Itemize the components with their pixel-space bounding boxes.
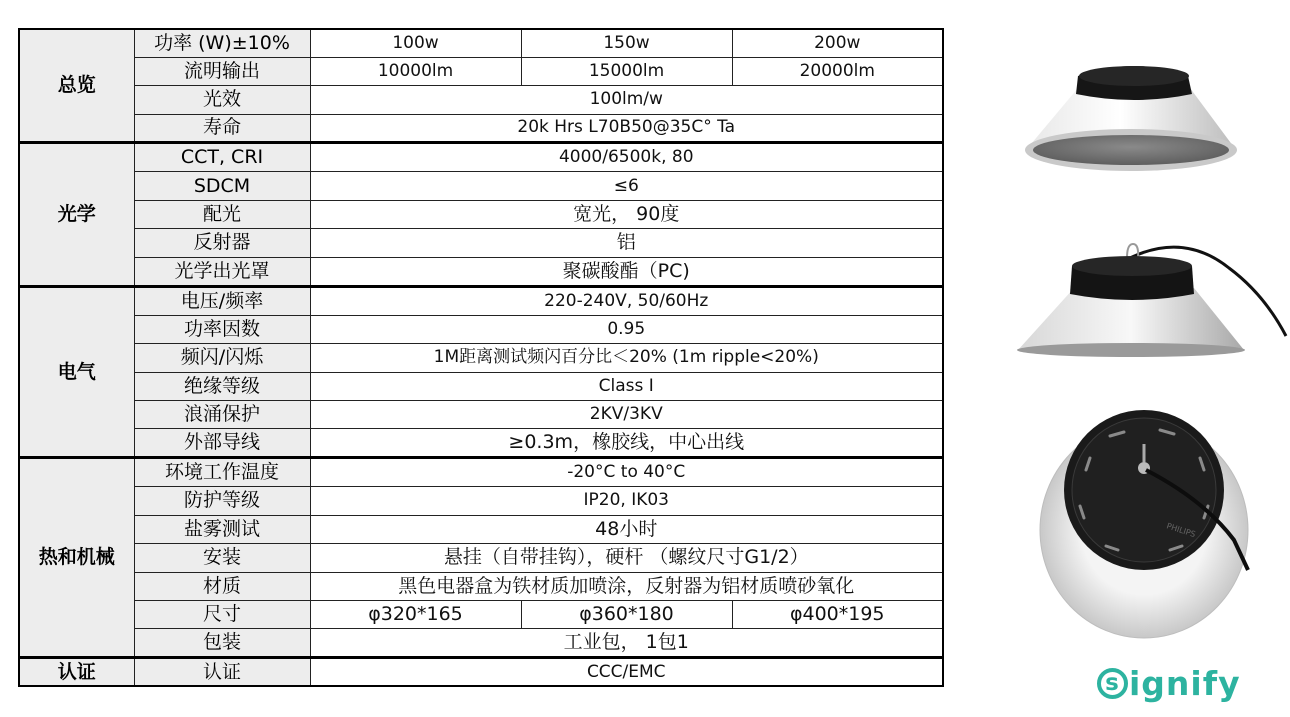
spec-row [19,543,943,572]
row-label: 流明输出 [134,57,310,85]
spec-row [19,143,943,172]
row-label: 光学出光罩 [134,257,310,286]
cell-value: φ360*180 [521,601,732,629]
spec-row [19,601,943,629]
spec-row [19,458,943,486]
cell-value: 20000lm [732,57,943,85]
spec-row [19,486,943,515]
row-label: 寿命 [134,114,310,142]
row-label: 认证 [134,658,310,686]
spec-row [19,229,943,257]
spec-row [19,515,943,543]
cell-value: 聚碳酸酯（PC) [310,257,943,286]
cell-value: 15000lm [521,57,732,85]
spec-row [19,429,943,458]
cell-value: 48小时 [310,515,943,543]
cell-value: 黑色电器盒为铁材质加喷涂，反射器为铝材质喷砂氧化 [310,572,943,600]
logo-mark: s [1097,668,1128,699]
row-label: SDCM [134,172,310,201]
row-label: 功率 (W)±10% [134,29,310,57]
cell-value: ≥0.3m，橡胶线，中心出线 [310,429,943,458]
lamp-front-view [1020,58,1242,176]
row-label: 外部导线 [134,429,310,458]
spec-row [19,172,943,201]
row-label: 包装 [134,629,310,658]
cell-value: 0.95 [310,315,943,343]
cell-value: 10000lm [310,57,521,85]
cell-value: 铝 [310,229,943,257]
cell-value: 悬挂（自带挂钩），硬杆 （螺纹尺寸G1/2） [310,543,943,572]
row-label: 浪涌保护 [134,401,310,429]
row-label: 频闪/闪烁 [134,343,310,372]
row-label: 安装 [134,543,310,572]
row-label: 材质 [134,572,310,600]
cell-value: φ320*165 [310,601,521,629]
cell-value: 100w [310,29,521,57]
cell-value: 2KV/3KV [310,401,943,429]
spec-row [19,286,943,315]
cell-value: 20k Hrs L70B50@35C° Ta [310,114,943,142]
cell-value: IP20, IK03 [310,486,943,515]
row-label: 盐雾测试 [134,515,310,543]
spec-row [19,629,943,658]
cell-value: 1M距离测试频闪百分比＜20% (1m ripple<20%) [310,343,943,372]
cell-value: φ400*195 [732,601,943,629]
row-label: 光效 [134,85,310,114]
row-label: 电压/频率 [134,286,310,315]
row-label: 绝缘等级 [134,373,310,401]
cell-value: 220-240V, 50/60Hz [310,286,943,315]
cell-value: 150w [521,29,732,57]
signify-logo [1097,664,1241,703]
cell-value: 宽光， 90度 [310,201,943,229]
category-optics: 光学 [19,143,134,287]
row-label: 环境工作温度 [134,458,310,486]
cell-value: CCC/EMC [310,658,943,686]
cell-value: 工业包， 1包1 [310,629,943,658]
spec-row [19,343,943,372]
spec-row [19,373,943,401]
row-label: 配光 [134,201,310,229]
row-label: 防护等级 [134,486,310,515]
spec-row [19,114,943,142]
category-overview: 总览 [19,29,134,143]
cell-value: ≤6 [310,172,943,201]
spec-row [19,658,943,686]
row-label: 尺寸 [134,601,310,629]
cell-value: Class I [310,373,943,401]
spec-row [19,201,943,229]
lamp-side-view-with-cable [1014,228,1290,358]
logo-text: ignify [1129,664,1241,703]
category-certification: 认证 [19,658,134,686]
category-thermal-mechanical: 热和机械 [19,458,134,658]
cell-value: 4000/6500k, 80 [310,143,943,172]
housing-brand-text: PHILIPS [1165,521,1197,540]
spec-row [19,257,943,286]
cell-value: -20°C to 40°C [310,458,943,486]
spec-row [19,315,943,343]
spec-row [19,401,943,429]
spec-row [19,572,943,600]
spec-table [18,28,944,687]
cell-value: 200w [732,29,943,57]
lamp-top-view [1034,410,1274,640]
row-label: CCT, CRI [134,143,310,172]
row-label: 功率因数 [134,315,310,343]
spec-row [19,29,943,57]
category-electrical: 电气 [19,286,134,458]
row-label: 反射器 [134,229,310,257]
spec-row [19,57,943,85]
cell-value: 100lm/w [310,85,943,114]
spec-row [19,85,943,114]
